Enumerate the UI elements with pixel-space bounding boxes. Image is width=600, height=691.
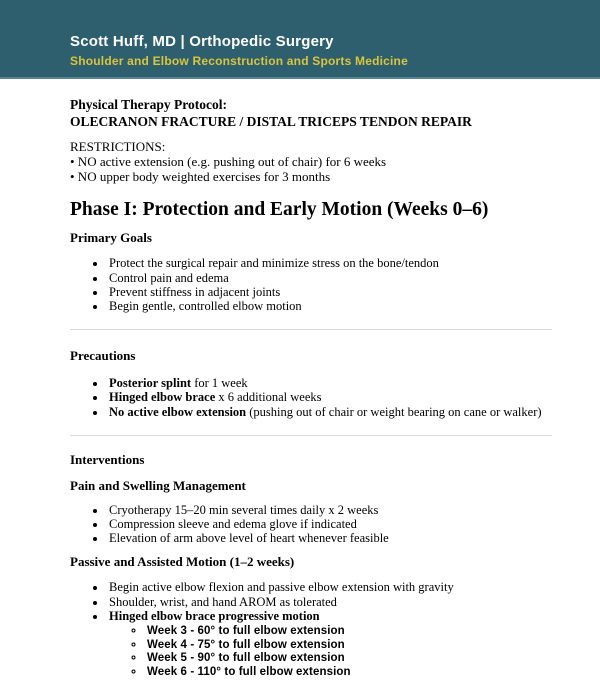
practice-name: Scott Huff, MD | Orthopedic Surgery	[70, 33, 334, 50]
schedule-item: ◦ Week 4 - 75° to full elbow extension	[145, 639, 552, 653]
practice-banner	[0, 0, 600, 79]
list-item: • Elevation of arm above level of heart whenever feasible	[107, 531, 552, 545]
restriction-item: • NO active extension (e.g. pushing out of chair) for 6 weeks	[70, 153, 387, 169]
list-item: • Protect the surgical repair and minimize stress on the bone/tendon	[107, 256, 552, 270]
brace-progression-schedule	[109, 625, 552, 679]
schedule-item: ◦ Week 5 - 90° to full elbow extension	[145, 652, 552, 666]
restriction-item: • NO upper body weighted exercises for 3 months	[70, 168, 331, 184]
section-divider	[70, 435, 552, 436]
list-item: • Control pain and edema	[107, 271, 552, 285]
primary-goals-list	[70, 256, 552, 313]
precaution-detail: for 1 week	[191, 376, 248, 391]
precaution-term: Hinged elbow brace	[109, 390, 216, 405]
list-item: • Prevent stiffness in adjacent joints	[107, 285, 552, 299]
restrictions-heading: RESTRICTIONS:	[70, 139, 166, 154]
brace-progression-label: Hinged elbow brace progressive motion	[109, 608, 320, 623]
subsection-heading-pain-swelling: Pain and Swelling Management	[70, 477, 246, 493]
protocol-document	[0, 96, 600, 679]
section-heading-primary-goals: Primary Goals	[70, 230, 152, 246]
protocol-title: OLECRANON FRACTURE / DISTAL TRICEPS TENDON REPAIR	[70, 114, 472, 129]
list-item	[107, 609, 552, 679]
passive-motion-list	[70, 580, 552, 679]
list-item	[107, 390, 552, 404]
list-item	[107, 376, 552, 390]
subsection-heading-passive-motion: Passive and Assisted Motion (1–2 weeks)	[70, 554, 295, 570]
restrictions-block	[70, 140, 552, 184]
section-heading-interventions: Interventions	[70, 451, 145, 467]
list-item: • Cryotherapy 15–20 min several times daily x 2 weeks	[107, 503, 552, 517]
list-item	[107, 405, 552, 419]
protocol-title-block	[70, 96, 552, 130]
section-heading-precautions: Precautions	[70, 348, 136, 364]
list-item: • Begin active elbow flexion and passive elbow extension with gravity	[107, 580, 552, 594]
pain-swelling-list	[70, 503, 552, 546]
protocol-label: Physical Therapy Protocol:	[70, 97, 227, 112]
section-divider	[70, 329, 552, 330]
list-item: • Shoulder, wrist, and hand AROM as tolerated	[107, 595, 552, 609]
precaution-detail: x 6 additional weeks	[215, 390, 322, 405]
list-item: • Begin gentle, controlled elbow motion	[107, 299, 552, 313]
precautions-list	[70, 376, 552, 419]
schedule-item: ◦ Week 6 - 110° to full elbow extension	[145, 666, 552, 680]
schedule-item: ◦ Week 3 - 60° to full elbow extension	[145, 625, 552, 639]
list-item: • Compression sleeve and edema glove if indicated	[107, 517, 552, 531]
practice-specialty: Shoulder and Elbow Reconstruction and Sports Medicine	[70, 54, 408, 68]
precaution-term: No active elbow extension	[109, 404, 247, 419]
precaution-detail: (pushing out of chair or weight bearing on cane or walker)	[246, 404, 542, 419]
phase-heading: Phase I: Protection and Early Motion (Weeks 0–6)	[70, 199, 489, 221]
precaution-term: Posterior splint	[109, 376, 192, 391]
